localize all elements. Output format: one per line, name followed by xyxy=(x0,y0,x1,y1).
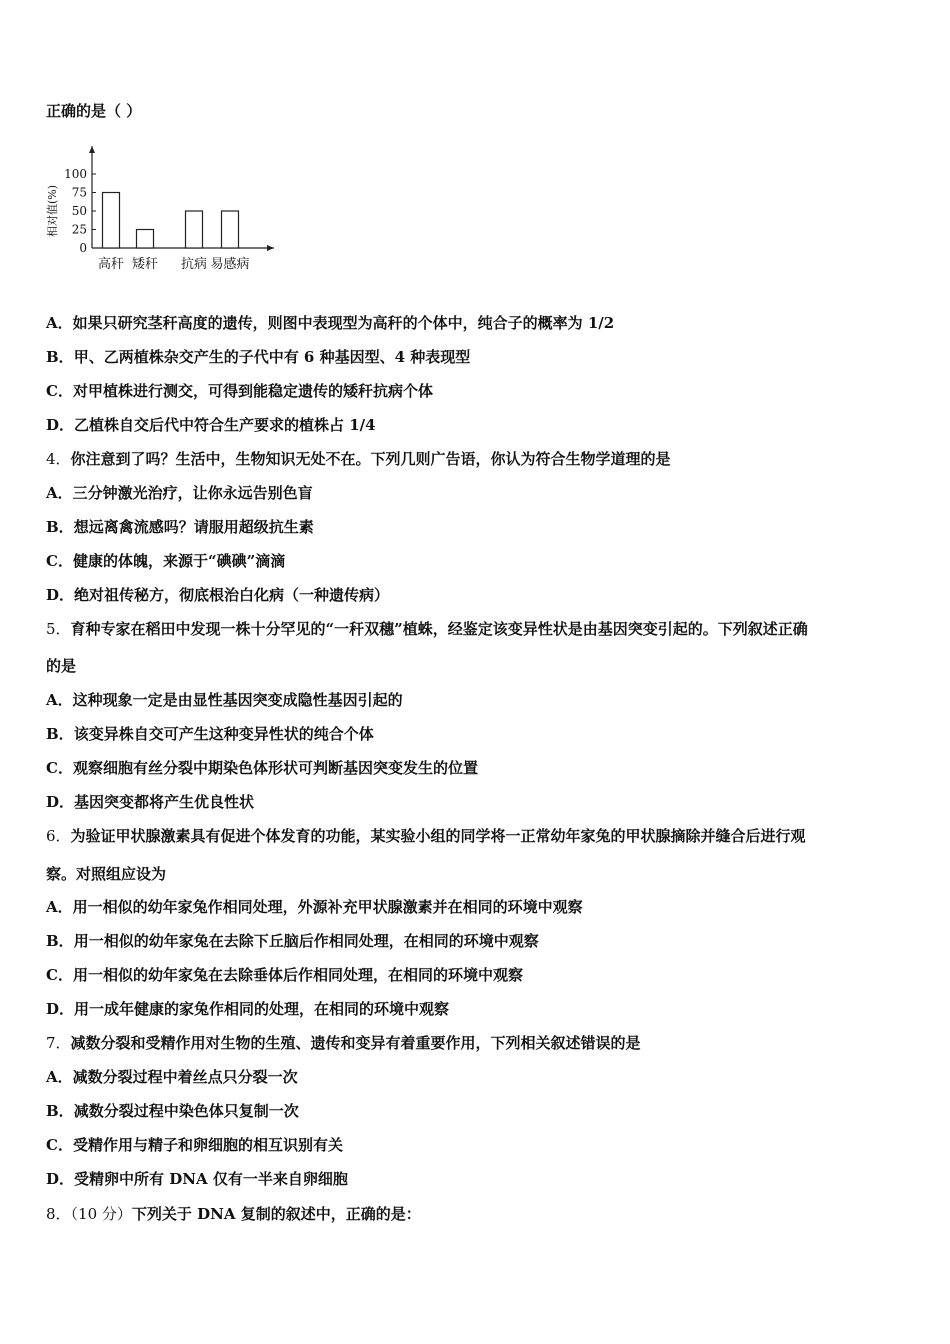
q5-stem xyxy=(46,619,808,639)
q6-option-b xyxy=(46,931,539,951)
option-text: 用一成年健康的家兔作相同的处理，在相同的环境中观察 xyxy=(74,1000,450,1018)
question-text: 育种专家在稻田中发现一株十分罕见的“一秆双穗”植蛛，经鉴定该变异性状是由基因突变引起的。下列叙述正确 xyxy=(70,620,808,638)
option-letter: A． xyxy=(46,898,73,916)
category-label: 易感病 xyxy=(210,257,250,272)
option-letter: D． xyxy=(46,1170,75,1188)
chart-labels xyxy=(45,167,250,272)
q5-stem-cont: 的是 xyxy=(46,657,77,675)
q3-option-b xyxy=(46,347,470,367)
q4-option-c xyxy=(46,551,285,571)
question-number: 7． xyxy=(46,1034,71,1052)
question-text: 你注意到了吗？生活中，生物知识无处不在。下列几则广告语，你认为符合生物学道理的是 xyxy=(70,450,671,468)
y-axis-label: 相对值(%) xyxy=(46,184,59,238)
q4-stem xyxy=(46,449,671,469)
q7-option-d xyxy=(46,1169,348,1189)
y-tick-label: 50 xyxy=(71,204,87,218)
question-text: 减数分裂和受精作用对生物的生殖、遗传和变异有着重要作用，下列相关叙述错误的是 xyxy=(70,1034,641,1052)
q3-option-a xyxy=(46,313,614,333)
q5-option-b xyxy=(46,724,374,744)
y-tick-label: 100 xyxy=(64,167,87,181)
option-text: 绝对祖传秘方，彻底根治白化病（一种遗传病） xyxy=(74,586,390,604)
option-letter: C． xyxy=(46,1136,73,1154)
q4-option-a xyxy=(46,483,313,503)
option-letter: B． xyxy=(46,1102,74,1120)
question-text: 为验证甲状腺激素具有促进个体发育的功能，某实验小组的同学将一正常幼年家兔的甲状腺摘除并缝合后进行观 xyxy=(70,827,806,845)
option-letter: D． xyxy=(46,793,75,811)
category-label: 矮秆 xyxy=(131,257,159,272)
q4-option-b xyxy=(46,517,314,537)
bar-1 xyxy=(137,230,154,249)
option-letter: B． xyxy=(46,518,74,536)
option-letter: D． xyxy=(46,1000,75,1018)
q5-option-a xyxy=(46,690,403,710)
option-text: 乙植株自交后代中符合生产要求的植株占 1/4 xyxy=(74,416,376,434)
option-text: 用一相似的幼年家兔作相同处理，外源补充甲状腺激素并在相同的环境中观察 xyxy=(72,898,583,916)
bar-chart xyxy=(44,138,284,278)
option-text: 健康的体魄，来源于“碘碘”滴滴 xyxy=(72,552,286,570)
option-letter: A． xyxy=(46,314,73,332)
category-label: 抗病 xyxy=(180,257,208,272)
option-letter: A． xyxy=(46,484,73,502)
option-text: 如果只研究茎秆高度的遗传，则图中表现型为高秆的个体中，纯合子的概率为 1/2 xyxy=(72,314,615,332)
option-text: 减数分裂过程中染色体只复制一次 xyxy=(73,1102,299,1120)
question-number: 6． xyxy=(46,827,71,845)
q4-option-d xyxy=(46,585,389,605)
question-text: 下列关于 DNA 复制的叙述中，正确的是： xyxy=(131,1205,421,1223)
option-text: 用一相似的幼年家兔在去除下丘脑后作相同处理，在相同的环境中观察 xyxy=(73,932,539,950)
q7-option-b xyxy=(46,1101,299,1121)
q6-stem xyxy=(46,826,806,846)
q3-option-c xyxy=(46,381,433,401)
y-tick-label: 0 xyxy=(79,241,87,255)
q6-option-c xyxy=(46,965,523,985)
question-number: 5． xyxy=(46,620,71,638)
option-text: 基因突变都将产生优良性状 xyxy=(74,793,255,811)
option-letter: C． xyxy=(46,759,73,777)
option-letter: A． xyxy=(46,691,73,709)
option-letter: B． xyxy=(46,348,74,366)
option-text: 这种现象一定是由显性基因突变成隐性基因引起的 xyxy=(72,691,403,709)
option-letter: C． xyxy=(46,552,73,570)
q5-option-c xyxy=(46,758,478,778)
q3-option-d xyxy=(46,415,376,435)
q8-stem xyxy=(46,1204,421,1224)
q7-option-c xyxy=(46,1135,343,1155)
question-score: （10 分） xyxy=(70,1205,132,1223)
bar-3 xyxy=(222,211,239,248)
option-text: 用一相似的幼年家兔在去除垂体后作相同处理，在相同的环境中观察 xyxy=(72,966,523,984)
bar-0 xyxy=(103,193,120,249)
x-axis-arrow xyxy=(267,245,274,251)
option-text: 对甲植株进行测交，可得到能稳定遗传的矮秆抗病个体 xyxy=(72,382,433,400)
question-number: 8． xyxy=(46,1205,71,1223)
q6-option-a xyxy=(46,897,583,917)
chart-bars xyxy=(103,193,239,249)
q5-option-d xyxy=(46,792,254,812)
option-letter: C． xyxy=(46,382,73,400)
category-label: 高秆 xyxy=(97,257,125,272)
option-text: 该变异株自交可产生这种变异性状的纯合个体 xyxy=(73,725,374,743)
option-letter: B． xyxy=(46,725,74,743)
q6-stem-cont: 察。对照组应设为 xyxy=(46,865,167,883)
option-text: 三分钟激光治疗，让你永远告别色盲 xyxy=(72,484,313,502)
option-text: 减数分裂过程中着丝点只分裂一次 xyxy=(72,1068,298,1086)
option-text: 想远离禽流感吗？请服用超级抗生素 xyxy=(73,518,314,536)
question-number: 4． xyxy=(46,450,71,468)
q6-option-d xyxy=(46,999,449,1019)
option-text: 受精卵中所有 DNA 仅有一半来自卵细胞 xyxy=(74,1170,348,1188)
option-letter: B． xyxy=(46,932,74,950)
y-axis-arrow xyxy=(89,146,95,153)
option-letter: A． xyxy=(46,1068,73,1086)
y-tick-label: 25 xyxy=(71,222,87,237)
question-3-stem-end: 正确的是（ ） xyxy=(46,102,142,120)
bar-2 xyxy=(186,211,203,248)
y-tick-label: 75 xyxy=(71,185,87,200)
option-letter: D． xyxy=(46,586,75,604)
option-letter: C． xyxy=(46,966,73,984)
q7-option-a xyxy=(46,1067,298,1087)
q7-stem xyxy=(46,1033,641,1053)
option-letter: D． xyxy=(46,416,75,434)
option-text: 观察细胞有丝分裂中期染色体形状可判断基因突变发生的位置 xyxy=(72,759,478,777)
option-text: 受精作用与精子和卵细胞的相互识别有关 xyxy=(72,1136,343,1154)
option-text: 甲、乙两植株杂交产生的子代中有 6 种基因型、4 种表现型 xyxy=(73,348,471,366)
